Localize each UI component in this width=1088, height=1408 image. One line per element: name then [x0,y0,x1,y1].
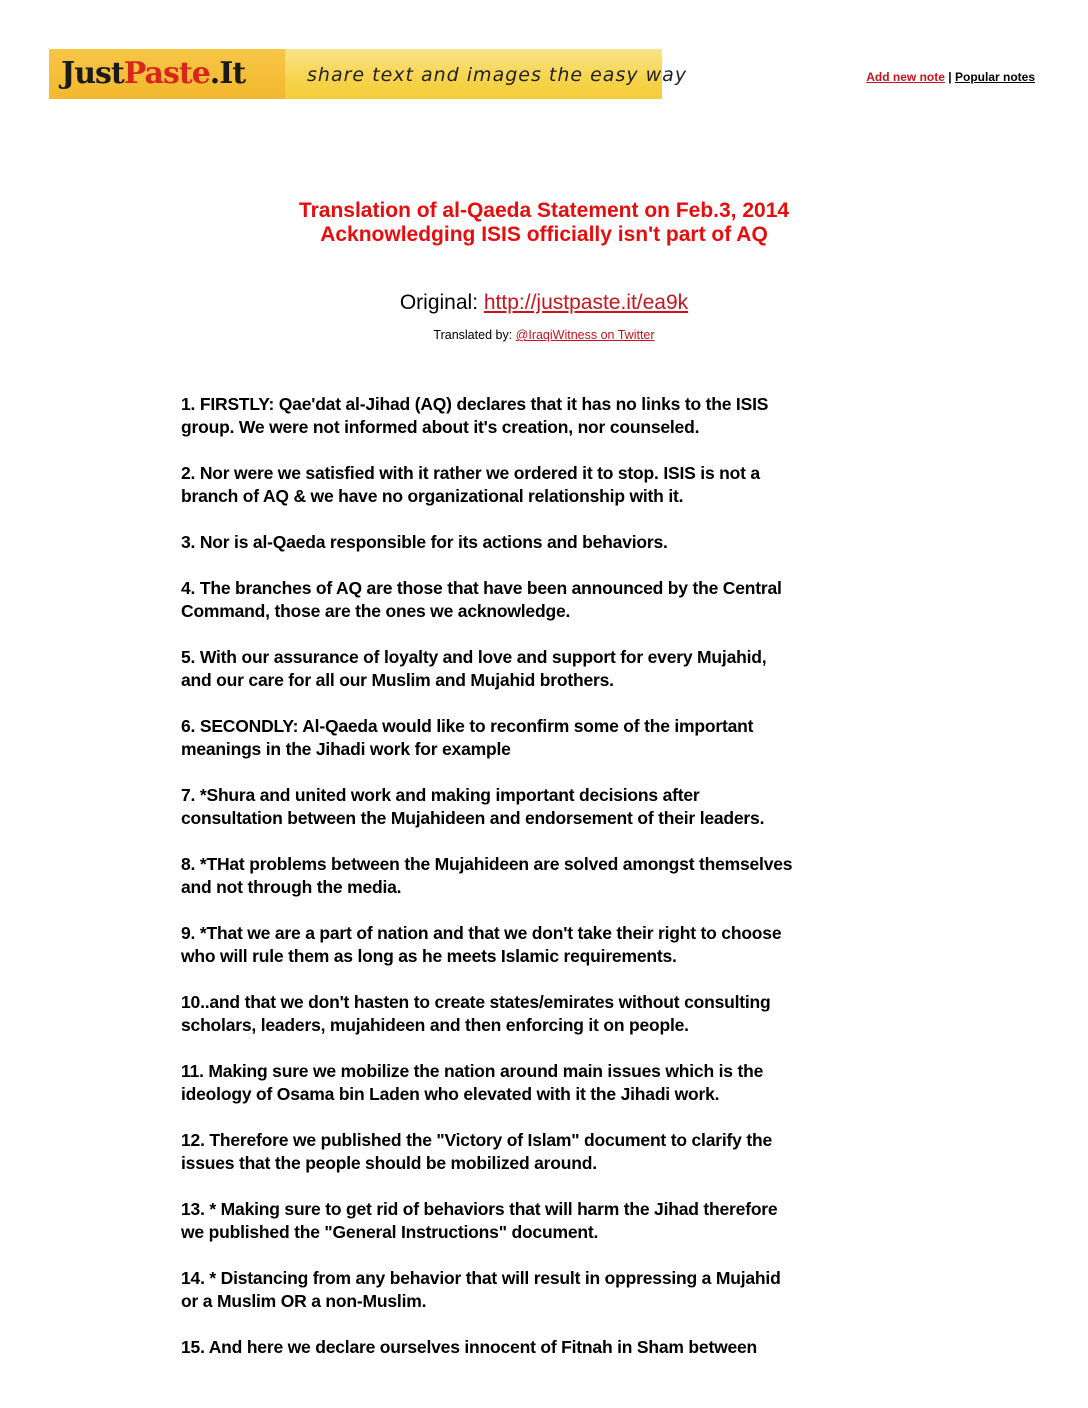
translator-link[interactable]: @IraqiWitness on Twitter [515,328,655,342]
document-title [0,199,1088,247]
paragraph-12: 12. Therefore we published the "Victory of Islam" document to clarify the issues that the people should be mobilized around. [181,1130,772,1173]
logo-part-paste: Paste [123,56,210,91]
logo[interactable] [61,57,245,91]
original-link[interactable]: http://justpaste.it/ea9k [483,291,689,314]
document-body [181,393,911,1382]
tagline: share text and images the easy way [307,64,688,86]
logo-part-it: .It [209,56,246,91]
nav-separator: | [948,70,952,84]
paragraph-5: 5. With our assurance of loyalty and love and support for every Mujahid, and our care for all our Muslim and Mujahid brothers. [181,647,767,690]
logo-part-just: Just [61,56,124,91]
logo-box [49,49,285,99]
paragraph-4: 4. The branches of AQ are those that have been announced by the Central Command, those are the ones we acknowledge. [181,578,782,621]
top-nav [866,70,1035,84]
add-new-note-link[interactable]: Add new note [866,70,945,84]
paragraph-3: 3. Nor is al-Qaeda responsible for its actions and behaviors. [181,532,668,552]
paragraph-15: 15. And here we declare ourselves innocent of Fitnah in Sham between [181,1337,758,1357]
paragraph-13: 13. * Making sure to get rid of behaviors that will harm the Jihad therefore we published the "General Instructions" document. [181,1199,778,1242]
paragraph-11: 11. Making sure we mobilize the nation around main issues which is the ideology of Osama bin Laden who elevated with it the Jihadi work. [181,1061,764,1104]
paragraph-1: 1. FIRSTLY: Qae'dat al-Jihad (AQ) declares that it has no links to the ISIS group. We were not informed about it's creation, nor counseled. [181,394,769,437]
justpasteit-banner[interactable] [49,49,688,99]
original-label: Original: [399,291,479,314]
paragraph-9: 9. *That we are a part of nation and that we don't take their right to choose who will rule them as long as he meets Islamic requirements. [181,923,782,966]
original-source [0,290,1088,316]
paragraph-14: 14. * Distancing from any behavior that will result in oppressing a Mujahid or a Muslim OR a non-Muslim. [181,1268,781,1311]
title-line-2: Acknowledging ISIS officially isn't part of AQ [320,223,768,246]
translated-by [0,327,1088,343]
paragraph-8: 8. *THat problems between the Mujahideen are solved amongst themselves and not through the media. [181,854,793,897]
title-line-1: Translation of al-Qaeda Statement on Feb.3, 2014 [298,199,790,222]
popular-notes-link[interactable]: Popular notes [954,70,1035,84]
paragraph-7: 7. *Shura and united work and making important decisions after consultation between the Mujahideen and endorsement of their leaders. [181,785,765,828]
translated-label: Translated by: [433,328,513,342]
paragraph-10: 10..and that we don't hasten to create states/emirates without consulting scholars, leaders, mujahideen and then enforcing it on people. [181,992,771,1035]
paragraph-6: 6. SECONDLY: Al-Qaeda would like to reconfirm some of the important meanings in the Jihadi work for example [181,716,754,759]
paragraph-2: 2. Nor were we satisfied with it rather we ordered it to stop. ISIS is not a branch of AQ & we have no organizational relationship with it. [181,463,760,506]
